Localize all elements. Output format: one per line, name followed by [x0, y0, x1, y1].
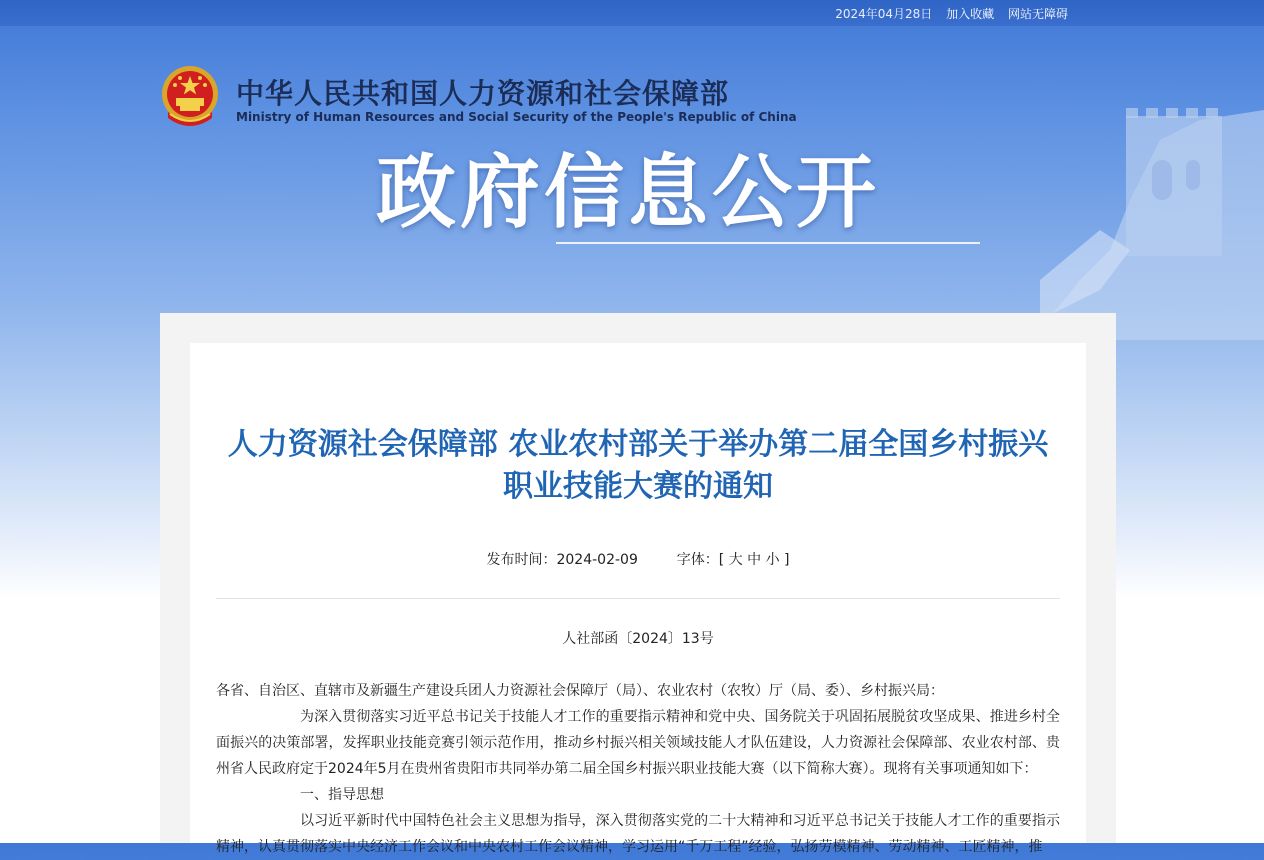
top-links [835, 5, 1068, 22]
font-size-open-bracket: [ [718, 552, 725, 568]
document-number: 人社部函〔2024〕13号 [562, 631, 714, 647]
article-meta [216, 549, 1060, 569]
publish-label: 发布时间： [486, 552, 557, 568]
salutation-paragraph: 各省、自治区、直辖市及新疆生产建设兵团人力资源社会保障厅（局）、农业农村（农牧）厅（局、委）、乡村振兴局： [216, 683, 944, 699]
ministry-name-en: Ministry of Human Resources and Social Security of the People's Republic of China [236, 110, 797, 124]
font-size-label: 字体： [676, 552, 719, 568]
section-heading: 一、指导思想 [300, 787, 384, 803]
accessibility-link[interactable]: 网站无障碍 [1007, 7, 1068, 21]
intro-paragraph: 为深入贯彻落实习近平总书记关于技能人才工作的重要指示精神和党中央、国务院关于巩固拓展脱贫攻坚成果、推进乡村全面振兴的决策部署，发挥职业技能竞赛引领示范作用，推动乡村振兴相关领域技能人才队伍建设，人力资源社会保障部、农业农村部、贵州省人民政府定于2024年5月在贵州省贵阳市共同举办第二届全国乡村振兴职业技能大赛（以下简称大赛）。现将有关事项通知如下： [216, 709, 1060, 777]
font-size-large-button[interactable]: 大 [728, 552, 743, 568]
section-title: 政府信息公开 [376, 145, 880, 239]
top-bar [0, 0, 1264, 26]
title-underline [556, 242, 980, 244]
font-size-medium-button[interactable]: 中 [747, 552, 762, 568]
font-size-small-button[interactable]: 小 [765, 552, 780, 568]
national-emblem-icon [160, 64, 220, 130]
current-date: 2024年04月28日 [835, 7, 933, 21]
font-size-close-bracket: ] [784, 552, 790, 568]
publish-date: 2024-02-09 [556, 552, 638, 568]
great-wall-icon [1040, 80, 1264, 340]
ministry-name-cn: 中华人民共和国人力资源和社会保障部 [236, 77, 730, 110]
article-body [216, 678, 1060, 860]
meta-divider [216, 598, 1060, 599]
article-title: 人力资源社会保障部 农业农村部关于举办第二届全国乡村振兴职业技能大赛的通知 [227, 427, 1049, 504]
bookmark-link[interactable]: 加入收藏 [946, 7, 995, 21]
guideline-paragraph: 以习近平新时代中国特色社会主义思想为指导，深入贯彻落实党的二十大精神和习近平总书记关于技能人才工作的重要指示精神，认真贯彻落实中央经济工作会议和中央农村工作会议精神，学习运用“千万工程”经验，弘扬劳模精神、劳动精神、工匠精神，推 [216, 813, 1060, 855]
